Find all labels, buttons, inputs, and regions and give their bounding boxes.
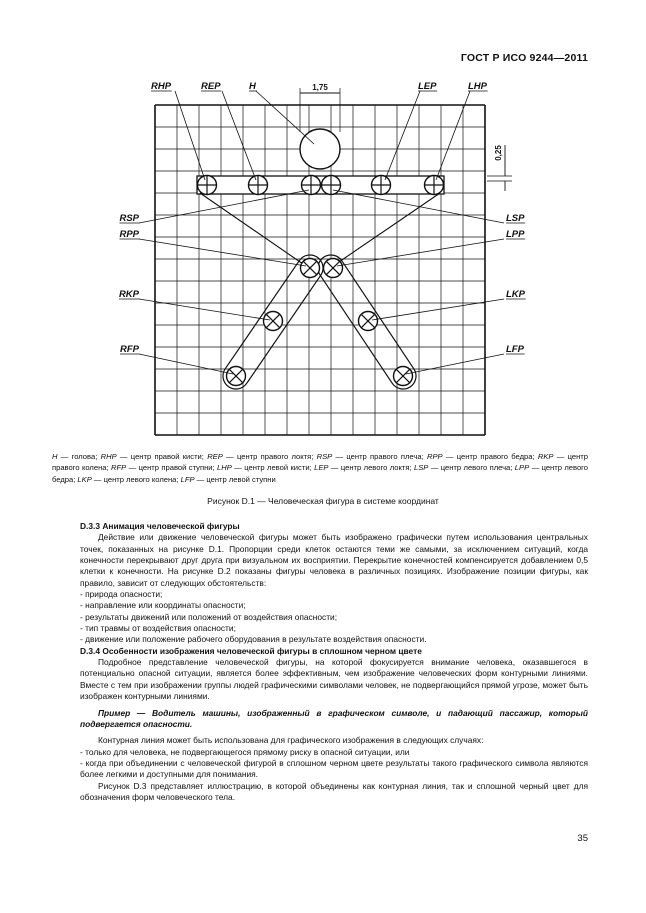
label-rep: REP [201, 81, 221, 92]
section-title-d33: D.3.3 Анимация человеческой фигуры [80, 521, 240, 531]
paragraph-4: Рисунок D.3 представляет иллюстрацию, в которой объединены как контурная линия, так и сплошной черный цвет для обозначения форм человеческого тела. [80, 780, 588, 802]
legend-text: — центр правого бедра; [442, 452, 538, 461]
page-number: 35 [577, 833, 588, 844]
legend-text: — центр левого локтя; [328, 463, 414, 473]
label-rpp: RPP [119, 229, 139, 240]
document-header: ГОСТ Р ИСО 9244—2011 [460, 52, 588, 64]
example-text: Пример — Водитель машины, изображенный в графическом символе, и падающий пассажир, который подвергается опасности. [80, 707, 588, 729]
legend-abbr: LEP [314, 463, 329, 473]
legend-abbr: RPP [426, 452, 443, 461]
label-rsp: RSP [119, 213, 139, 224]
legend-text: — центр правой кисти; [116, 452, 208, 461]
legend-abbr: LFP [180, 474, 195, 484]
section-title-d34: D.3.4 Особенности изображения человеческой фигуры в сплошном черном цвете [80, 645, 422, 656]
figure-marks [139, 88, 512, 394]
dim-label-horizontal: 1,75 [312, 83, 328, 92]
legend-text: — центр правого колена; [52, 452, 589, 473]
paragraph-2: Подробное представление человеческой фигуры, на которой фокусируется внимание человека, оказавшегося в потенциально опасной ситуации, является более эффективным, чем изображение человеческих форм контурными линиями. Вместе с тем при изображении группы людей графическими символами человек, не подвергающийся прямой угрозе, может быть изображен контурными линиями. [80, 657, 588, 702]
body-text [80, 521, 588, 803]
leader-line [406, 354, 504, 374]
legend-abbr: LKP [77, 474, 92, 484]
list-item: - тип травмы от воздействия опасности; [80, 623, 236, 634]
leader-line [139, 299, 270, 320]
torso-line [336, 193, 440, 264]
legend-abbr: LHP [217, 463, 232, 473]
legend-abbr: RKP [537, 452, 554, 461]
legend-text: — центр правой ступни; [126, 463, 218, 473]
legend-text: — центр правого локтя; [222, 452, 317, 461]
leader-line [139, 354, 233, 374]
dim-label-vertical: 0,25 [494, 145, 503, 161]
label-lhp: LHP [468, 81, 487, 92]
label-lsp: LSP [506, 213, 525, 224]
list-item: - когда при объединении с человеческой фигурой в сплошном черном цвете результаты такого графического символа являются более легкими и доступными для понимания. [80, 757, 588, 780]
legend-text: — центр левого плеча; [428, 463, 515, 473]
legend-abbr: LSP [413, 463, 429, 473]
legend-text: — центр левого колена; [91, 474, 181, 484]
label-rhp: RHP [151, 81, 172, 92]
coordinate-figure [0, 0, 646, 450]
label-rfp: RFP [120, 344, 139, 355]
label-lfp: LFP [506, 344, 524, 355]
label-lep: LEP [418, 81, 437, 92]
head [300, 129, 340, 169]
legend-text: — центр правого плеча; [332, 452, 427, 461]
leader-line [333, 190, 504, 223]
figure-labels [119, 81, 526, 355]
figure-legend [52, 451, 588, 485]
legend-abbr: H [52, 452, 58, 461]
legend-text: — центр левого бедра; [52, 463, 589, 484]
legend-abbr: REP [207, 452, 223, 461]
legend-text: — голова; [57, 452, 101, 461]
figure-caption: Рисунок D.1 — Человеческая фигура в системе координат [207, 496, 439, 506]
torso-line [200, 193, 303, 264]
list-item: - результаты движений или положений от воздействия опасности; [80, 611, 338, 622]
legend-abbr: RSP [316, 452, 333, 461]
legend-text: — центр левой ступни [194, 474, 276, 484]
legend-abbr: LPP [514, 463, 530, 473]
legend-text: — центр левой кисти; [231, 463, 315, 473]
legend-abbr: RHP [100, 452, 117, 461]
leader-line [139, 190, 309, 223]
list-item: - природа опасности; [80, 589, 163, 600]
label-lpp: LPP [506, 229, 525, 240]
label-rkp: RKP [118, 289, 139, 300]
label-h: H [249, 81, 256, 92]
list-item: - только для человека, не подвергающегося прямому риску в опасной ситуации, или [80, 746, 410, 757]
list-item: - движение или положение рабочего оборудования в результате воздействия опасности. [80, 634, 427, 645]
leader-line [139, 239, 306, 266]
leader-line [337, 239, 504, 266]
label-lkp: LKP [506, 289, 525, 300]
paragraph-3: Контурная линия может быть использована для графического изображения в следующих случаях: [98, 735, 484, 746]
paragraph-1: Действие или движение человеческой фигуры может быть изображено графически путем использования центральных точек, показанных на рисунке D.1. Пропорции среди клеток остаются теми же самыми, за исключением ситуаций, когда конечности перекрывают друг друга при визуальном их восприятии. Перекрытие конечностей компенсируется добавлением 0,5 клетки к конечности. На рисунке D.2 показаны фигуры человека в различных позициях. Изображение позиции фигуры, как правило, зависит от следующих обстоятельств: [80, 532, 588, 588]
list-item: - направление или координаты опасности; [80, 600, 246, 611]
legend-abbr: RFP [111, 463, 127, 473]
